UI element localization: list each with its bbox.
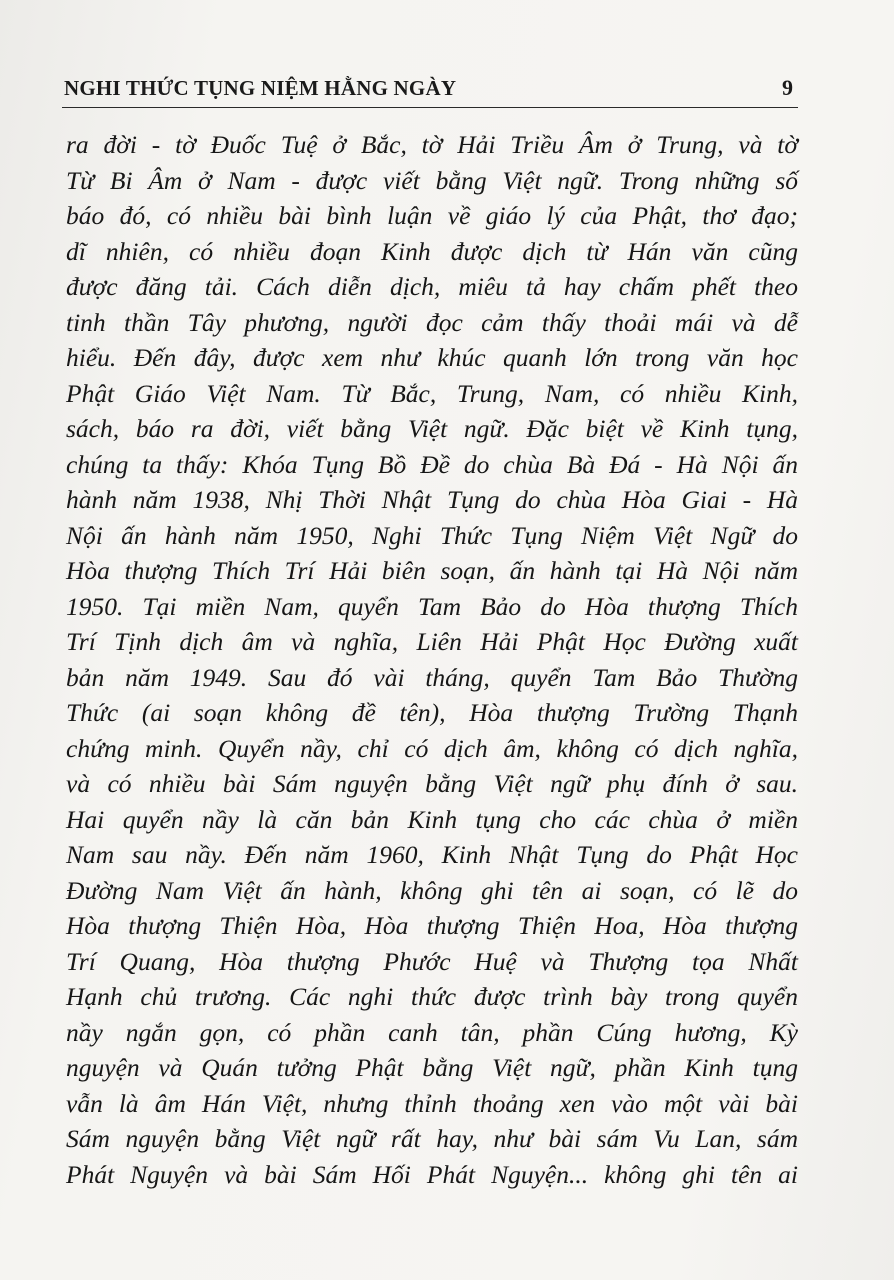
text-line: 1950. Tại miền Nam, quyển Tam Bảo do Hòa thượng Thích: [66, 591, 798, 621]
text-line: Nam sau nầy. Đến năm 1960, Kinh Nhật Tụng do Phật Học: [66, 840, 798, 869]
text-line: bản năm 1949. Sau đó vài tháng, quyển Tam Bảo Thường: [66, 662, 798, 692]
header-rule: [62, 107, 798, 108]
text-line: được đăng tải. Cách diễn dịch, miêu tả hay chấm phết theo: [66, 272, 798, 301]
text-line: Phát Nguyện và bài Sám Hối Phát Nguyện... không ghi tên ai: [66, 1159, 798, 1189]
text-line: nầy ngắn gọn, có phần canh tân, phần Cúng hương, Kỳ: [66, 1017, 798, 1047]
text-line: Đường Nam Việt ấn hành, không ghi tên ai soạn, có lẽ do: [66, 875, 798, 905]
text-line: hành năm 1938, Nhị Thời Nhật Tụng do chùa Hòa Giai - Hà: [66, 485, 798, 514]
text-line: Phật Giáo Việt Nam. Từ Bắc, Trung, Nam, có nhiều Kinh,: [66, 378, 798, 408]
text-line: Sám nguyện bằng Việt ngữ rất hay, như bài sám Vu Lan, sám: [66, 1124, 798, 1153]
text-line: Hai quyển nầy là căn bản Kinh tụng cho các chùa ở miền: [66, 804, 798, 834]
text-line: sách, báo ra đời, viết bằng Việt ngữ. Đặc biệt về Kinh tụng,: [66, 414, 798, 443]
running-header: [64, 74, 797, 104]
text-line: vẫn là âm Hán Việt, nhưng thỉnh thoảng xen vào một vài bài: [66, 1088, 798, 1118]
text-line: hiểu. Đến đây, được xem như khúc quanh lớn trong văn học: [66, 343, 798, 372]
text-line: ra đời - tờ Đuốc Tuệ ở Bắc, tờ Hải Triều Âm ở Trung, và tờ: [66, 130, 798, 159]
text-line: tinh thần Tây phương, người đọc cảm thấy thoải mái và dễ: [66, 307, 798, 337]
text-line: Từ Bi Âm ở Nam - được viết bằng Việt ngữ. Trong những số: [66, 165, 798, 195]
text-line: Thức (ai soạn không đề tên), Hòa thượng Trường Thạnh: [66, 698, 798, 727]
text-line: Hòa thượng Thiện Hòa, Hòa thượng Thiện Hoa, Hòa thượng: [66, 911, 798, 940]
text-line: Trí Quang, Hòa thượng Phước Huệ và Thượng tọa Nhất: [66, 946, 798, 976]
text-line: dĩ nhiên, có nhiều đoạn Kinh được dịch từ Hán văn cũng: [66, 236, 798, 266]
text-line: nguyện và Quán tưởng Phật bằng Việt ngữ, phần Kinh tụng: [66, 1053, 798, 1082]
body-paragraph: [66, 127, 798, 1192]
text-line: chúng ta thấy: Khóa Tụng Bồ Đề do chùa Bà Đá - Hà Nội ấn: [66, 449, 798, 479]
running-header-title: NGHI THỨC TỤNG NIỆM HẰNG NGÀY: [64, 76, 457, 100]
text-line: Hòa thượng Thích Trí Hải biên soạn, ấn hành tại Hà Nội năm: [66, 556, 798, 585]
text-line: chứng minh. Quyển nầy, chỉ có dịch âm, không có dịch nghĩa,: [66, 733, 798, 763]
text-line: và có nhiều bài Sám nguyện bằng Việt ngữ phụ đính ở sau.: [66, 769, 798, 798]
text-line: Hạnh chủ trương. Các nghi thức được trình bày trong quyển: [66, 982, 798, 1011]
text-line: Nội ấn hành năm 1950, Nghi Thức Tụng Niệm Việt Ngữ do: [66, 520, 798, 550]
text-line: báo đó, có nhiều bài bình luận về giáo lý của Phật, thơ đạo;: [66, 201, 798, 230]
page-number: 9: [782, 75, 793, 100]
text-line: Trí Tịnh dịch âm và nghĩa, Liên Hải Phật Học Đường xuất: [66, 627, 798, 656]
